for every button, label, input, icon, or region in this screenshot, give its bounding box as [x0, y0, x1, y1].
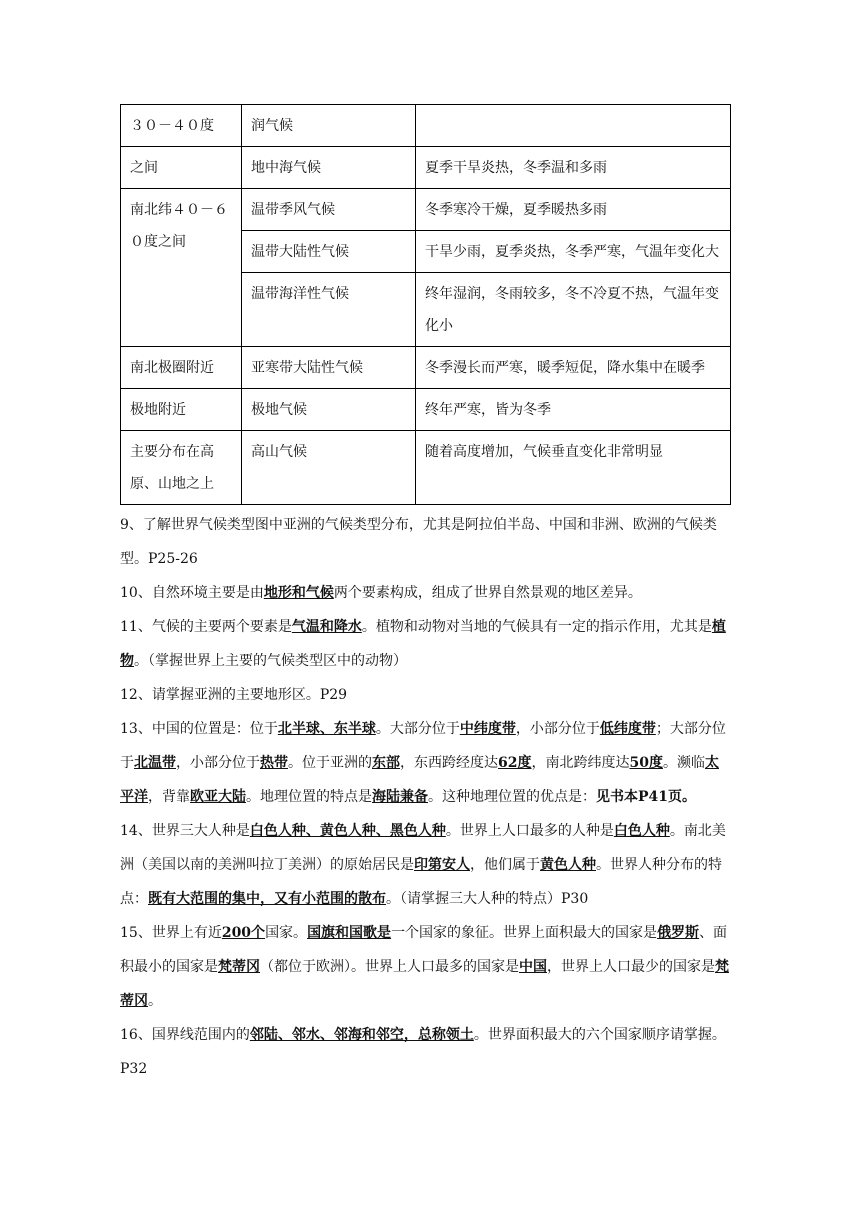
- table-row: [121, 147, 731, 189]
- note-9: 9、了解世界气候类型图中亚洲的气候类型分布，尤其是阿拉伯半岛、中国和非洲、欧洲的气候类型。P25-26: [120, 517, 717, 567]
- note-12: 12、请掌握亚洲的主要地形区。P29: [120, 687, 348, 703]
- table-cell-climate-type: 温带大陆性气候: [242, 231, 416, 273]
- note-10: 10、自然环境主要是由地形和气候两个要素构成，组成了世界自然景观的地区差异。: [120, 585, 642, 601]
- key-term: 邻陆、邻水、邻海和邻空，总称领土: [249, 1027, 474, 1043]
- table-cell-feature: 终年湿润，冬雨较多，冬不冷夏不热，气温年变化小: [416, 273, 731, 347]
- key-term: 北温带: [134, 755, 176, 771]
- key-term: 太平洋: [120, 755, 719, 805]
- table-cell-feature: 冬季漫长而严寒，暖季短促，降水集中在暖季: [416, 347, 731, 389]
- table-row: [121, 105, 731, 147]
- note-14: 14、世界三大人种是白色人种、黄色人种、黑色人种。世界上人口最多的人种是白色人种。南北美洲（美国以南的美洲叫拉丁美洲）的原始居民是印第安人，他们属于黄色人种。世界人种分布的特点：既有大范围的集中，又有小范围的散布。（请掌握三大人种的特点）P30: [120, 823, 726, 907]
- table-cell-feature: [416, 105, 731, 147]
- key-term: 东部: [372, 755, 400, 771]
- table-cell-feature: 随着高度增加，气候垂直变化非常明显: [416, 431, 731, 505]
- note-13: 13、中国的位置是：位于北半球、东半球。大部分位于中纬度带，小部分位于低纬度带；大部分位于北温带，小部分位于热带。位于亚洲的东部，东西跨经度达62度，南北跨纬度达50度。濒临太平洋，背靠欧亚大陆。地理位置的特点是海陆兼备。这种地理位置的优点是：见书本P41页。: [120, 721, 726, 805]
- table-cell-latitude: 之间: [121, 147, 242, 189]
- note-11: 11、气候的主要两个要素是气温和降水。植物和动物对当地的气候具有一定的指示作用，尤其是植物。（掌握世界上主要的气候类型区中的动物）: [120, 619, 726, 669]
- key-term: 200个: [221, 925, 266, 941]
- table-cell-latitude: 主要分布在高原、山地之上: [121, 431, 242, 505]
- key-term: 中国: [519, 959, 547, 975]
- key-term: 印第安人: [414, 857, 470, 873]
- table-cell-feature: 终年严寒，皆为冬季: [416, 389, 731, 431]
- key-term: 梵蒂冈: [218, 959, 260, 975]
- key-term: 俄罗斯: [657, 925, 700, 941]
- key-term: 梵蒂冈: [120, 959, 729, 1009]
- table-cell-climate-type: 润气候: [242, 105, 416, 147]
- table-cell-climate-type: 亚寒带大陆性气候: [242, 347, 416, 389]
- note-15: 15、世界上有近200个国家。国旗和国歌是一个国家的象征。世界上面积最大的国家是俄罗斯、面积最小的国家是梵蒂冈（都位于欧洲）。世界上人口最多的国家是中国，世界上人口最少的国家是梵蒂冈。: [120, 925, 729, 1009]
- key-term: 植物: [120, 619, 726, 669]
- table-cell-climate-type: 温带季风气候: [242, 189, 416, 231]
- note-16: 16、国界线范围内的邻陆、邻水、邻海和邻空，总称领土。世界面积最大的六个国家顺序请掌握。P32: [120, 1027, 726, 1077]
- table-cell-feature: 干旱少雨，夏季炎热，冬季严寒，气温年变化大: [416, 231, 731, 273]
- table-cell-latitude: 极地附近: [121, 389, 242, 431]
- table-cell-climate-type: 地中海气候: [242, 147, 416, 189]
- table-cell-latitude: 南北纬４０－６０度之间: [121, 189, 242, 347]
- key-term: 气温和降水: [291, 619, 362, 635]
- notes-section: [120, 508, 732, 1086]
- key-term: 既有大范围的集中，又有小范围的散布: [148, 891, 386, 907]
- table-cell-latitude: ３０－４０度: [121, 105, 242, 147]
- key-term: 白色人种、黄色人种、黑色人种: [249, 823, 446, 839]
- table-row: [121, 389, 731, 431]
- table-cell-climate-type: 温带海洋性气候: [242, 273, 416, 347]
- key-term: 50度: [629, 755, 663, 771]
- key-term: 黄色人种: [540, 857, 596, 873]
- key-term: 热带: [260, 755, 288, 771]
- table-row: [121, 347, 731, 389]
- table-cell-feature: 夏季干旱炎热，冬季温和多雨: [416, 147, 731, 189]
- table-cell-feature: 冬季寒冷干燥，夏季暖热多雨: [416, 189, 731, 231]
- document-page: [120, 104, 732, 1086]
- table-cell-climate-type: 极地气候: [242, 389, 416, 431]
- table-row: [121, 189, 731, 231]
- key-term: 中纬度带: [459, 721, 516, 737]
- table-cell-climate-type: 高山气候: [242, 431, 416, 505]
- bold-reference: 见书本P41页。: [596, 789, 697, 805]
- key-term: 地形和气候: [263, 585, 334, 601]
- key-term: 海陆兼备: [372, 789, 428, 805]
- table-cell-latitude: 南北极圈附近: [121, 347, 242, 389]
- table-row: [121, 431, 731, 505]
- key-term: 北半球、东半球: [277, 721, 376, 737]
- key-term: 低纬度带: [599, 721, 656, 737]
- key-term: 白色人种: [613, 823, 670, 839]
- climate-table: [120, 104, 731, 505]
- key-term: 62度: [498, 755, 532, 771]
- key-term: 国旗和国歌是: [307, 925, 392, 941]
- key-term: 欧亚大陆: [190, 789, 246, 805]
